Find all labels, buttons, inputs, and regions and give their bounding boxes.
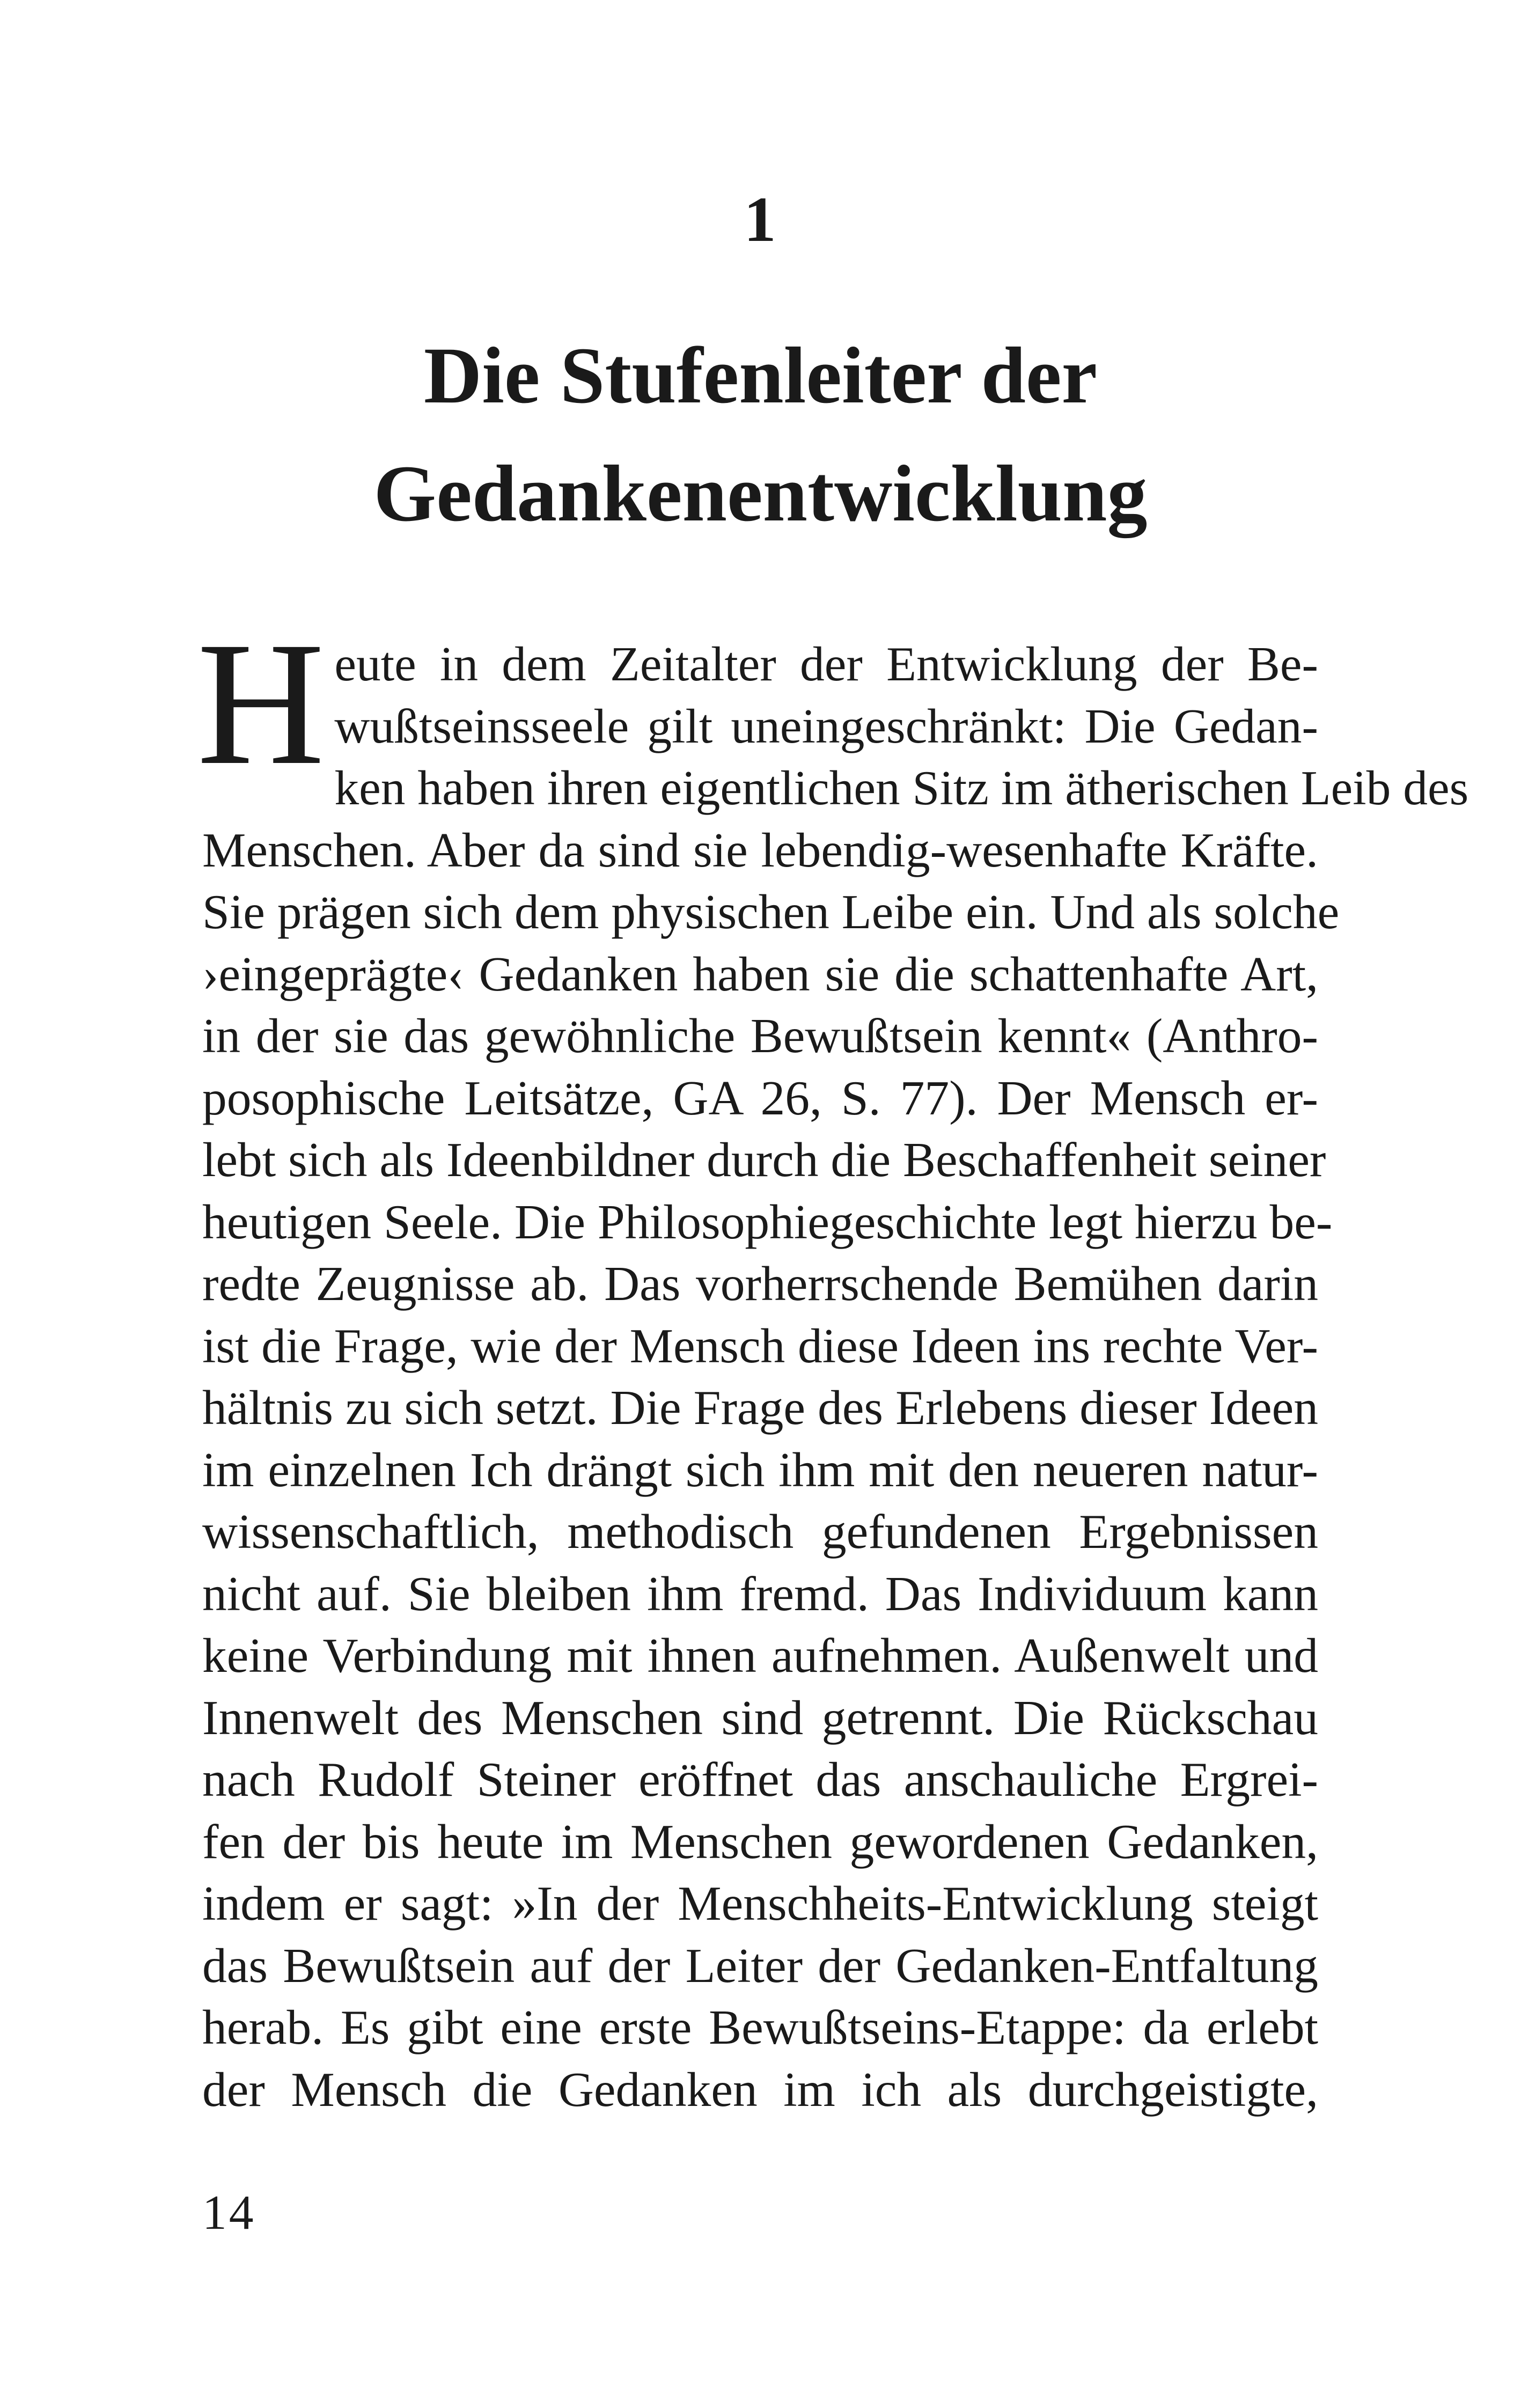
chapter-title-line: Die Stufenleiter der (423, 331, 1098, 420)
text-line: lebt sich als Ideenbildner durch die Beschaffenheit seiner (202, 1132, 1326, 1187)
text-line: der Mensch die Gedanken im ich als durchgeistigte, (202, 2061, 1318, 2117)
chapter-title-line: Gedankenentwicklung (373, 449, 1148, 538)
chapter-number: 1 (744, 183, 777, 255)
text-line: heutigen Seele. Die Philosophiegeschichte legt hierzu be- (202, 1194, 1333, 1249)
text-line: nicht auf. Sie bleiben ihm fremd. Das Individuum kann (202, 1566, 1318, 1621)
text-line: nach Rudolf Steiner eröffnet das anschauliche Ergrei- (202, 1752, 1318, 1807)
page-number: 14 (202, 2185, 256, 2240)
text-line: in der sie das gewöhnliche Bewußtsein kennt« (Anthro- (202, 1008, 1318, 1063)
chapter-title (0, 317, 1521, 553)
body-text (197, 606, 1469, 2135)
text-line: fen der bis heute im Menschen gewordenen Gedanken, (202, 1814, 1318, 1869)
drop-cap: H (197, 606, 325, 802)
text-line: das Bewußtsein auf der Leiter der Gedanken-Entfaltung (202, 1937, 1318, 1993)
text-line: hältnis zu sich setzt. Die Frage des Erlebens dieser Ideen (202, 1380, 1318, 1435)
text-line: wußtseinsseele gilt uneingeschränkt: Die Gedan- (334, 698, 1318, 753)
text-line: eute in dem Zeitalter der Entwicklung der Be- (334, 636, 1318, 691)
text-line: Sie prägen sich dem physischen Leibe ein. Und als solche (202, 884, 1340, 939)
text-line: ›eingeprägte‹ Gedanken haben sie die schattenhafte Art, (202, 946, 1318, 1001)
text-line: im einzelnen Ich drängt sich ihm mit den neueren natur- (202, 1442, 1318, 1497)
text-line: Menschen. Aber da sind sie lebendig-wesenhafte Kräfte. (202, 822, 1318, 877)
text-line: posophische Leitsätze, GA 26, S. 77). Der Mensch er- (202, 1070, 1318, 1125)
text-line: wissenschaftlich, methodisch gefundenen Ergebnissen (202, 1504, 1318, 1559)
text-line: ken haben ihren eigentlichen Sitz im ätherischen Leib des (334, 760, 1469, 815)
text-line: redte Zeugnisse ab. Das vorherrschende Bemühen darin (202, 1256, 1318, 1311)
text-line: indem er sagt: »In der Menschheits-Entwicklung steigt (202, 1876, 1318, 1930)
text-line: keine Verbindung mit ihnen aufnehmen. Außenwelt und (202, 1628, 1318, 1683)
text-line: Innenwelt des Menschen sind getrennt. Die Rückschau (202, 1690, 1318, 1745)
text-line: ist die Frage, wie der Mensch diese Ideen ins rechte Ver- (202, 1318, 1318, 1373)
text-line: herab. Es gibt eine erste Bewußtseins-Etappe: da erlebt (202, 2000, 1318, 2054)
